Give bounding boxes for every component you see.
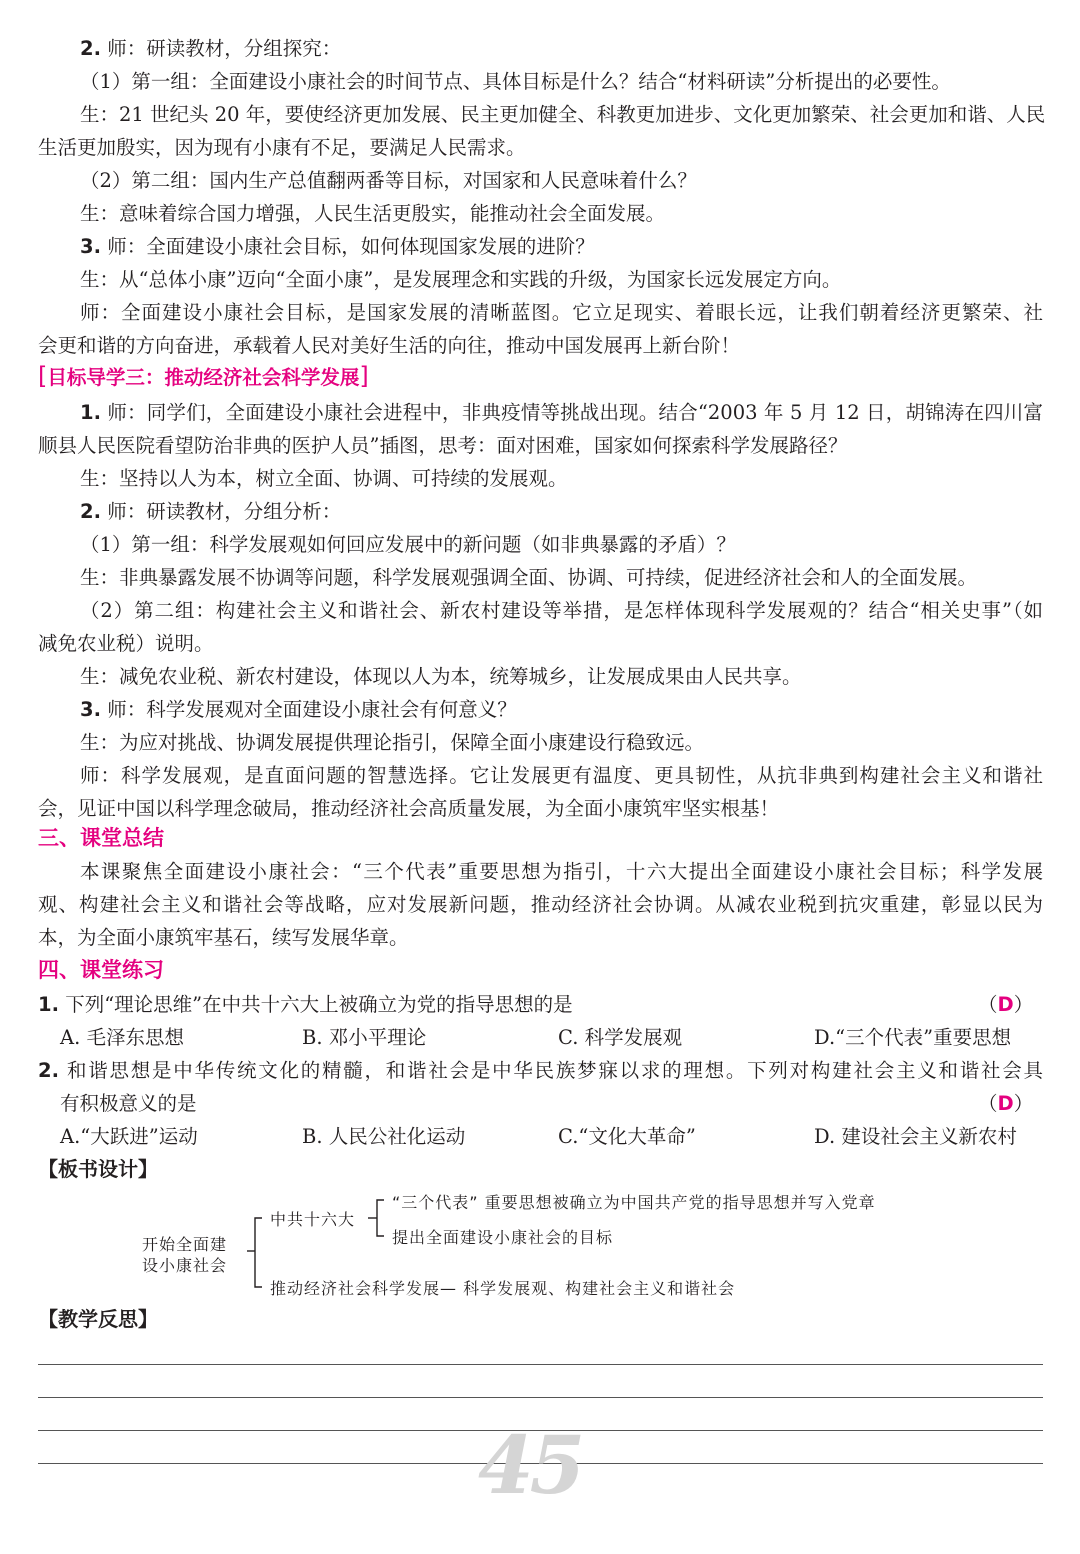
q2-option-c: C.“文化大革命”	[558, 1125, 696, 1148]
q2-option-b: B. 人民公社化运动	[302, 1125, 466, 1148]
student-answer: 生：坚持以人为本，树立全面、协调、可持续的发展观。	[80, 467, 568, 490]
board-leaf-2: 提出全面建设小康社会的目标	[392, 1228, 614, 1247]
teacher-summary-cont: 会更和谐的方向奋进，承载着人民对美好生活的向往，推动中国发展再上新台阶！	[38, 334, 741, 357]
q1-option-b: B. 邓小平理论	[302, 1026, 427, 1049]
q2-option-a: A.“大跃进”运动	[60, 1125, 198, 1148]
answer-box-1: （D）	[978, 993, 1034, 1016]
group-question: （1）第一组：科学发展观如何回应发展中的新问题（如非典暴露的矛盾）？	[80, 533, 736, 556]
group-question-cont: 减免农业税）说明。	[38, 632, 214, 655]
student-answer-cont: 生活更加殷实，因为现有小康有不足，要满足人民需求。	[38, 136, 526, 159]
practice-heading: 四、课堂练习	[38, 958, 164, 982]
board-root-line2: 设小康社会	[142, 1256, 228, 1275]
student-answer: 生：非典暴露发展不协调等问题，科学发展观强调全面、协调、可持续，促进经济社会和人的全面发展。	[80, 566, 978, 589]
summary-text: 观、构建社会主义和谐社会等战略，应对发展新问题，推动经济社会协调。从减农业税到抗灾重建，彰显以民为	[38, 893, 1043, 916]
summary-text: 本，为全面小康筑牢基石，续写发展华章。	[38, 926, 409, 949]
answer-2: D	[997, 1092, 1014, 1115]
teacher-line-cont: 顺县人民医院看望防治非典的医护人员”插图，思考：面对困难，国家如何探索科学发展路径？	[38, 434, 848, 457]
page-number: 45	[478, 1418, 582, 1512]
teacher-summary: 师：科学发展观，是直面问题的智慧选择。它让发展更有温度、更具韧性，从抗非典到构建社会主义和谐社	[80, 764, 1043, 787]
writing-line	[38, 1397, 1043, 1398]
group-question: （2）第二组：国内生产总值翻两番等目标，对国家和人民意味着什么？	[80, 169, 697, 192]
board-branch-2: 推动经济社会科学发展— 科学发展观、构建社会主义和谐社会	[270, 1279, 736, 1298]
reflection-title: 【教学反思】	[38, 1307, 158, 1331]
board-root-line1: 开始全面建	[142, 1235, 228, 1254]
summary-heading: 三、课堂总结	[38, 826, 164, 850]
teacher-line: 3. 师：全面建设小康社会目标，如何体现国家发展的进阶？	[80, 235, 595, 258]
q2-option-d: D. 建设社会主义新农村	[814, 1125, 1017, 1148]
student-answer: 生：意味着综合国力增强，人民生活更殷实，能推动社会全面发展。	[80, 202, 666, 225]
question-1: 1. 下列“理论思维”在中共十六大上被确立为党的指导思想的是	[38, 993, 573, 1016]
student-answer: 生：21 世纪头 20 年，要使经济更加发展、民主更加健全、科教更加进步、文化更加繁荣、社会更加和谐、人民	[80, 103, 1046, 126]
teacher-line: 2. 师：研读教材，分组探究：	[80, 37, 342, 60]
teacher-line: 2. 师：研读教材，分组分析：	[80, 500, 342, 523]
writing-line	[38, 1364, 1043, 1365]
teacher-summary-cont: 会，见证中国以科学理念破局，推动经济社会高质量发展，为全面小康筑牢坚实根基！	[38, 797, 780, 820]
group-question: （1）第一组：全面建设小康社会的时间节点、具体目标是什么？结合“材料研读”分析提出的必要性。	[80, 70, 951, 93]
answer-1: D	[997, 993, 1014, 1016]
question-2-cont: 有积极意义的是	[60, 1092, 197, 1115]
board-branch-1: 中共十六大	[270, 1210, 356, 1229]
student-answer: 生：为应对挑战、协调发展提供理论指引，保障全面小康建设行稳致远。	[80, 731, 705, 754]
teacher-line: 3. 师：科学发展观对全面建设小康社会有何意义？	[80, 698, 517, 721]
student-answer: 生：减免农业税、新农村建设，体现以人为本，统筹城乡，让发展成果由人民共享。	[80, 665, 802, 688]
summary-text: 本课聚焦全面建设小康社会：“三个代表”重要思想为指引，十六大提出全面建设小康社会目标；科学发展	[80, 860, 1043, 883]
student-answer: 生：从“总体小康”迈向“全面小康”，是发展理念和实践的升级，为国家长远发展定方向。	[80, 268, 842, 291]
q1-option-c: C. 科学发展观	[558, 1026, 683, 1049]
teacher-summary: 师：全面建设小康社会目标，是国家发展的清晰蓝图。它立足现实、着眼长远，让我们朝着经济更繁荣、社	[80, 301, 1043, 324]
bracket-sub	[377, 1200, 384, 1236]
teacher-line: 1. 师：同学们，全面建设小康社会进程中，非典疫情等挑战出现。结合“2003 年 5 月 12 日，胡锦涛在四川富	[80, 401, 1043, 424]
board-design-title: 【板书设计】	[38, 1157, 158, 1181]
goal-heading: [目标导学三：推动经济社会科学发展]	[38, 362, 369, 390]
question-2: 2. 和谐思想是中华传统文化的精髓，和谐社会是中华民族梦寐以求的理想。下列对构建社会主义和谐社会具	[38, 1059, 1043, 1082]
q1-option-a: A. 毛泽东思想	[60, 1026, 184, 1049]
answer-box-2: （D）	[978, 1092, 1034, 1115]
bracket-main	[255, 1218, 262, 1287]
q1-option-d: D.“三个代表”重要思想	[814, 1026, 1012, 1049]
group-question: （2）第二组：构建社会主义和谐社会、新农村建设等举措，是怎样体现科学发展观的？结合“相关史事”（如	[80, 599, 1043, 622]
board-leaf-1: “三个代表” 重要思想被确立为中国共产党的指导思想并写入党章	[392, 1193, 876, 1212]
